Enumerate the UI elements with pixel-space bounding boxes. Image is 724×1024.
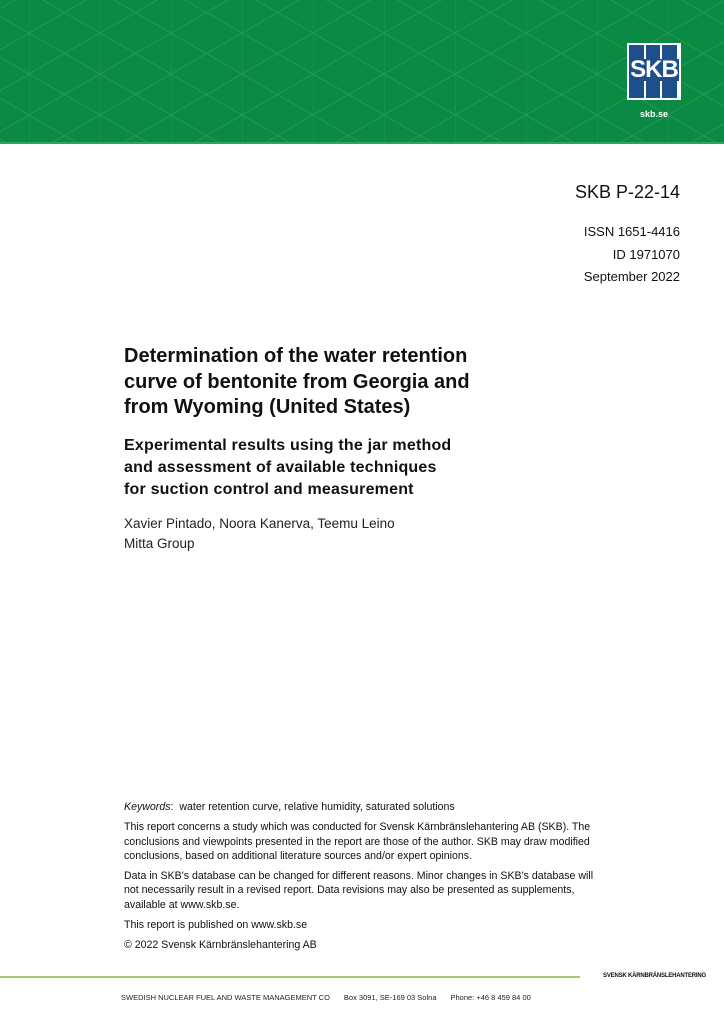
keywords-value: water retention curve, relative humidity, saturated solutions (179, 801, 455, 813)
footer-address: Box 3091, SE-169 03 Solna (343, 993, 437, 1002)
skb-logo (627, 43, 681, 100)
disclaimer (124, 820, 684, 863)
disclaimer-line: This report concerns a study which was conducted for Svensk Kärnbränslehantering AB (SKB). The (124, 821, 591, 834)
footer-company: SWEDISH NUCLEAR FUEL AND WASTE MANAGEMENT CO (121, 993, 330, 1002)
fine-print (124, 800, 684, 959)
website-label: skb.se (639, 109, 669, 119)
cover-header (0, 0, 724, 144)
report-date: September 2022 (583, 269, 680, 284)
database-line: not necessarily result in a revised report. Data revisions may also be presented as supplements, (124, 884, 575, 897)
copyright: © 2022 Svensk Kärnbränslehantering AB (124, 939, 317, 952)
report-meta (575, 182, 680, 289)
subtitle-line: and assessment of available techniques (124, 459, 437, 476)
footer (121, 993, 545, 1002)
org-mark: SVENSK KÄRNBRÄNSLEHANTERING (603, 973, 706, 979)
footer-phone: Phone: +46 8 459 84 00 (450, 993, 531, 1002)
database-line: available at www.skb.se. (124, 898, 240, 911)
triangle-pattern (0, 0, 724, 142)
report-number: SKB P-22-14 (574, 182, 680, 202)
title-line: Determination of the water retention (124, 345, 468, 367)
title-line: curve of bentonite from Georgia and (124, 370, 470, 393)
database-line: Data in SKB's database can be changed for different reasons. Minor changes in SKB's database will (124, 870, 594, 883)
issn: ISSN 1651-4416 (583, 224, 680, 239)
keywords-label: Keywords (124, 801, 171, 813)
subtitle-line: for suction control and measurement (124, 481, 414, 498)
keywords: Keywords: water retention curve, relative humidity, saturated solutions (124, 801, 455, 813)
report-title (124, 344, 470, 421)
title-line: from Wyoming (United States) (124, 396, 411, 418)
report-id: ID 1971070 (612, 246, 680, 262)
authors-block (124, 514, 395, 553)
disclaimer-line: conclusions and viewpoints presented in the report are those of the author. SKB may draw modified (124, 835, 590, 848)
subtitle-line: Experimental results using the jar method (124, 437, 452, 454)
disclaimer-line: conclusions, based on additional literature sources and/or expert opinions. (124, 849, 473, 862)
authors: Xavier Pintado, Noora Kanerva, Teemu Leino (124, 516, 395, 531)
organization: Mitta Group (124, 535, 195, 551)
report-subtitle (124, 435, 451, 501)
footer-rule (0, 976, 580, 978)
logo-text: SKB (630, 56, 678, 83)
database-note (124, 869, 684, 912)
published-note: This report is published on www.skb.se (124, 919, 308, 932)
